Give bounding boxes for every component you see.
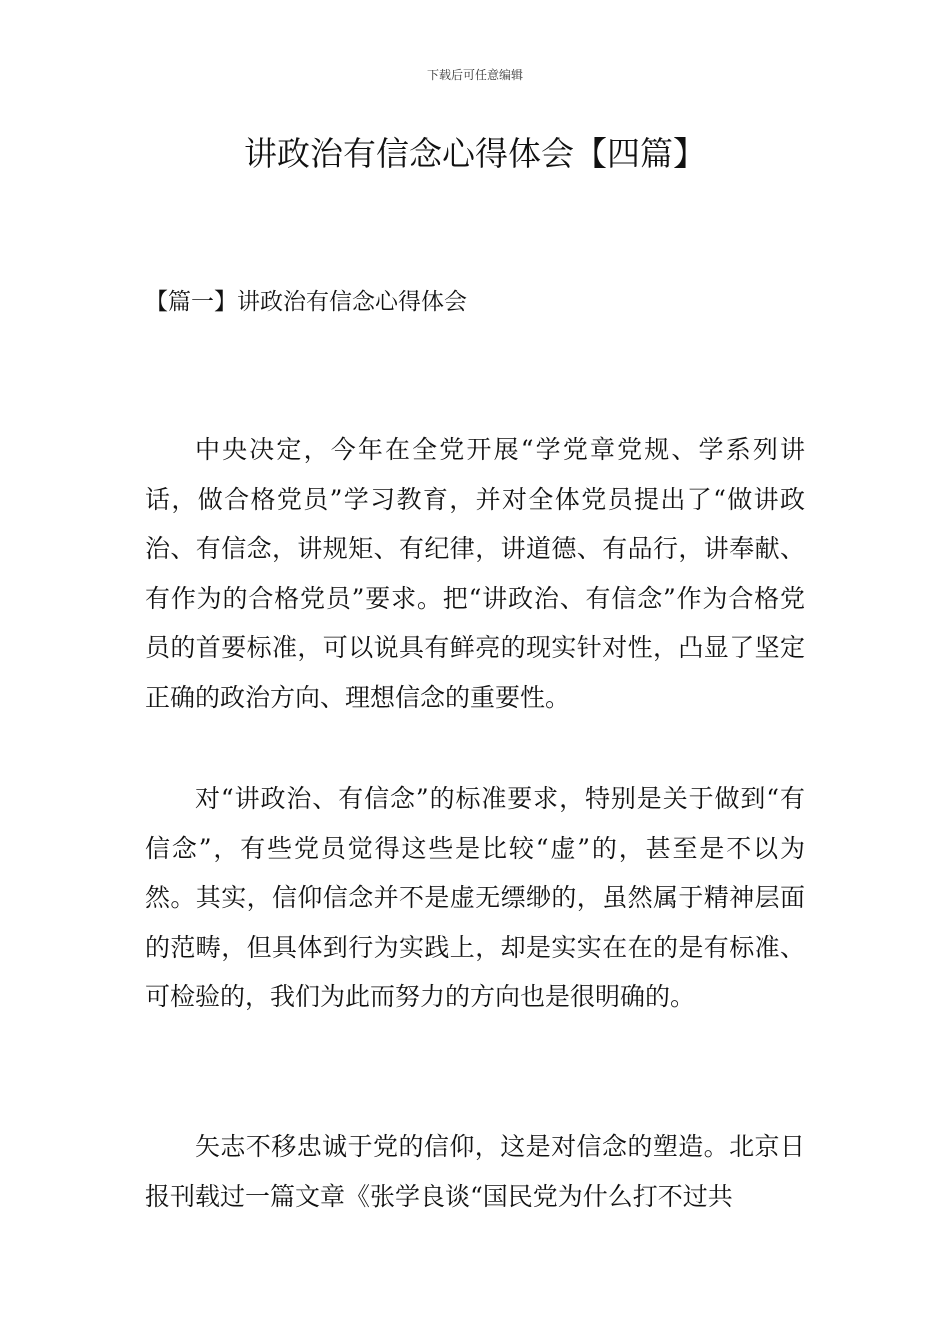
download-note: 下载后可任意编辑 [426, 68, 523, 82]
document-title: 讲政治有信念心得体会【四篇】 [244, 134, 706, 173]
section-heading: 【篇一】讲政治有信念心得体会 [145, 289, 467, 315]
paragraph-2: 对“讲政治、有信念”的标准要求，特别是关于做到“有信念”，有些党员觉得这些是比较“虚”的，甚至是不以为然。其实，信仰信念并不是虚无缥缈的，虽然属于精神层面的范畴，但具体到行为实践上，却是实实在在的是有标准、可检验的，我们为此而努力的方向也是很明确的。 [145, 784, 805, 1011]
paragraph-3: 矢志不移忠诚于党的信仰，这是对信念的塑造。北京日报刊载过一篇文章《张学良谈“国民党为什么打不过共 [145, 1132, 805, 1211]
paragraph-1: 中央决定，今年在全党开展“学党章党规、学系列讲话，做合格党员”学习教育，并对全体党员提出了“做讲政治、有信念，讲规矩、有纪律，讲道德、有品行，讲奉献、有作为的合格党员”要求。把“讲政治、有信念”作为合格党员的首要标准，可以说具有鲜亮的现实针对性，凸显了坚定正确的政治方向、理想信念的重要性。 [145, 435, 805, 712]
